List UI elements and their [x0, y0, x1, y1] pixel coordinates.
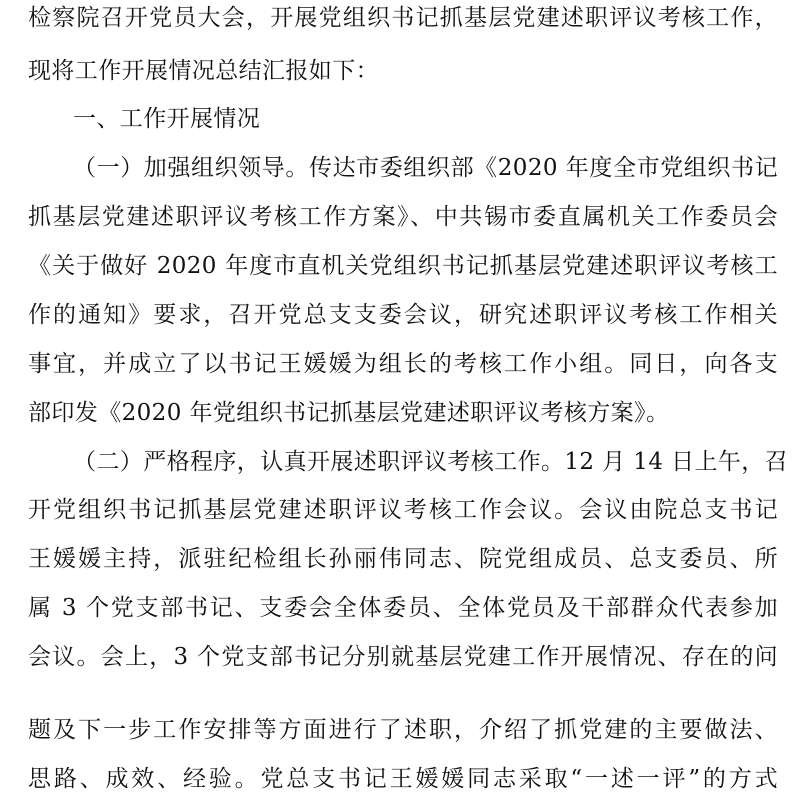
paragraph-line: 现将工作开展情况总结汇报如下： [28, 58, 379, 84]
paragraph-line: 《关于做好 2020 年度市直机关党组织书记抓基层党建述职评议考核工 [28, 253, 778, 279]
paragraph-line: 开党组织书记抓基层党建述职评议考核工作会议。会议由院总支书记 [28, 497, 778, 523]
paragraph-line: 作的通知》要求，召开党总支支委会议，研究述职评议考核工作相关 [28, 302, 778, 328]
paragraph-line: 王媛媛主持，派驻纪检组长孙丽伟同志、院党组成员、总支委员、所 [28, 546, 778, 572]
paragraph-line: 检察院召开党员大会，开展党组织书记抓基层党建述职评议考核工作， [28, 5, 778, 31]
paragraph-line: 思路、成效、经验。党总支书记王媛媛同志采取“一述一评”的方式 [28, 766, 778, 792]
paragraph-line: 抓基层党建述职评议考核工作方案》、中共锡市委直属机关工作委员会 [28, 204, 778, 230]
paragraph-line: 事宜，并成立了以书记王媛媛为组长的考核工作小组。同日，向各支 [28, 351, 778, 377]
paragraph-line: 部印发《2020 年党组织书记抓基层党建述职评议考核方案》。 [28, 400, 670, 426]
paragraph-line: （二）严格程序，认真开展述职评议考核工作。12 月 14 日上午，召 [73, 449, 789, 475]
paragraph-line: （一）加强组织领导。传达市委组织部《2020 年度全市党组织书记 [73, 155, 778, 181]
paragraph-line: 题及下一步工作安排等方面进行了述职，介绍了抓党建的主要做法、 [28, 717, 778, 743]
paragraph-line: 会议。会上，3 个党支部书记分别就基层党建工作开展情况、存在的问 [28, 644, 778, 670]
paragraph-line: 属 3 个党支部书记、支委会全体委员、全体党员及干部群众代表参加 [28, 595, 778, 621]
section-heading: 一、工作开展情况 [73, 106, 261, 132]
